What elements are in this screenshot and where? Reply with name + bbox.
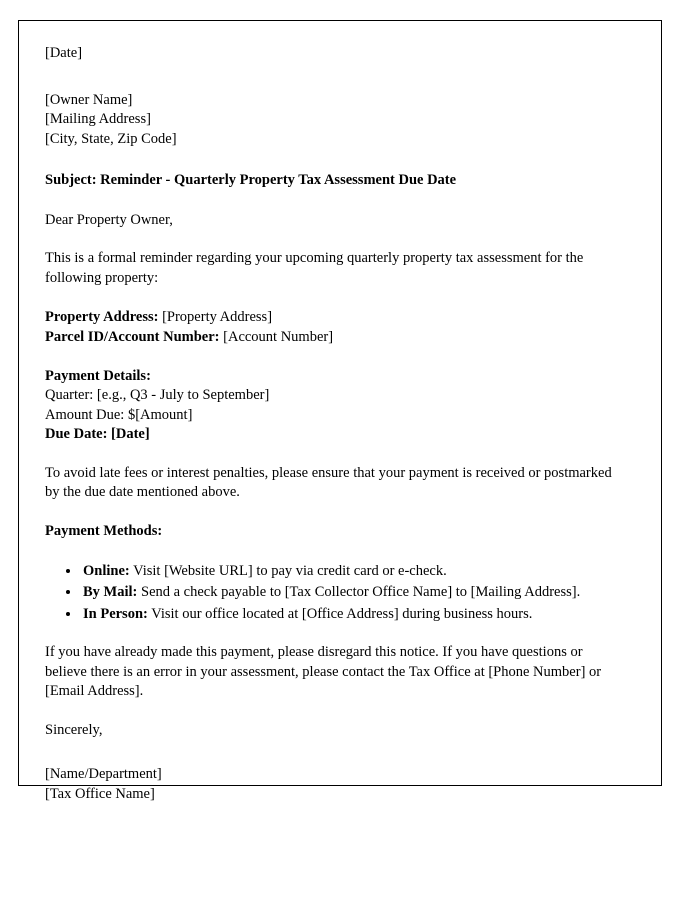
- payment-methods-heading: Payment Methods:: [45, 523, 163, 539]
- signature-name-department: [Name/Department]: [45, 765, 162, 782]
- list-item: [81, 605, 625, 625]
- payment-quarter: Quarter: [e.g., Q3 - July to September]: [45, 387, 270, 404]
- signature-block: [45, 765, 625, 805]
- list-item: [81, 562, 625, 582]
- city-state-zip: [City, State, Zip Code]: [45, 130, 177, 147]
- signature-office-name: [Tax Office Name]: [45, 786, 155, 803]
- property-address-label: Property Address:: [45, 308, 159, 325]
- parcel-id-line: [45, 328, 625, 348]
- late-fee-paragraph: To avoid late fees or interest penalties, please ensure that your payment is received or postmarked by the due date mentioned above.: [45, 464, 612, 501]
- method-label-by-mail: By Mail:: [83, 584, 138, 601]
- subject-line: Subject: Reminder - Quarterly Property Tax Assessment Due Date: [45, 172, 457, 189]
- method-label-in-person: In Person:: [83, 605, 148, 622]
- salutation: Dear Property Owner,: [45, 211, 173, 228]
- payment-details-heading: Payment Details:: [45, 367, 151, 384]
- letter-content: [45, 44, 625, 806]
- parcel-id-label: Parcel ID/Account Number:: [45, 329, 220, 346]
- property-address-line: [45, 308, 625, 328]
- date-line: [Date]: [45, 45, 83, 61]
- payment-details-block: [45, 367, 625, 445]
- owner-name: [Owner Name]: [45, 91, 133, 108]
- property-info-block: [45, 308, 625, 348]
- mailing-address: [Mailing Address]: [45, 111, 151, 128]
- sign-off: Sincerely,: [45, 721, 103, 738]
- method-text-by-mail: Send a check payable to [Tax Collector Office Name] to [Mailing Address].: [141, 584, 581, 601]
- due-date-label: Due Date:: [45, 426, 108, 443]
- closing-paragraph: If you have already made this payment, please disregard this notice. If you have questions or believe there is an error in your assessment, please contact the Tax Office at [Phone Number] or [Email Address].: [45, 644, 602, 700]
- payment-due-date: [45, 425, 625, 445]
- intro-paragraph: This is a formal reminder regarding your upcoming quarterly property tax assessment for the following property:: [45, 250, 584, 286]
- payment-methods-list: [45, 562, 625, 625]
- payment-amount-due: Amount Due: $[Amount]: [45, 406, 193, 423]
- recipient-address-block: [45, 91, 625, 150]
- method-label-online: Online:: [83, 562, 130, 579]
- due-date-value: [Date]: [111, 426, 150, 443]
- property-address-value: [Property Address]: [162, 308, 273, 325]
- parcel-id-value: [Account Number]: [223, 329, 334, 346]
- list-item: [81, 583, 625, 603]
- method-text-in-person: Visit our office located at [Office Address] during business hours.: [151, 605, 533, 622]
- method-text-online: Visit [Website URL] to pay via credit card or e-check.: [133, 562, 447, 579]
